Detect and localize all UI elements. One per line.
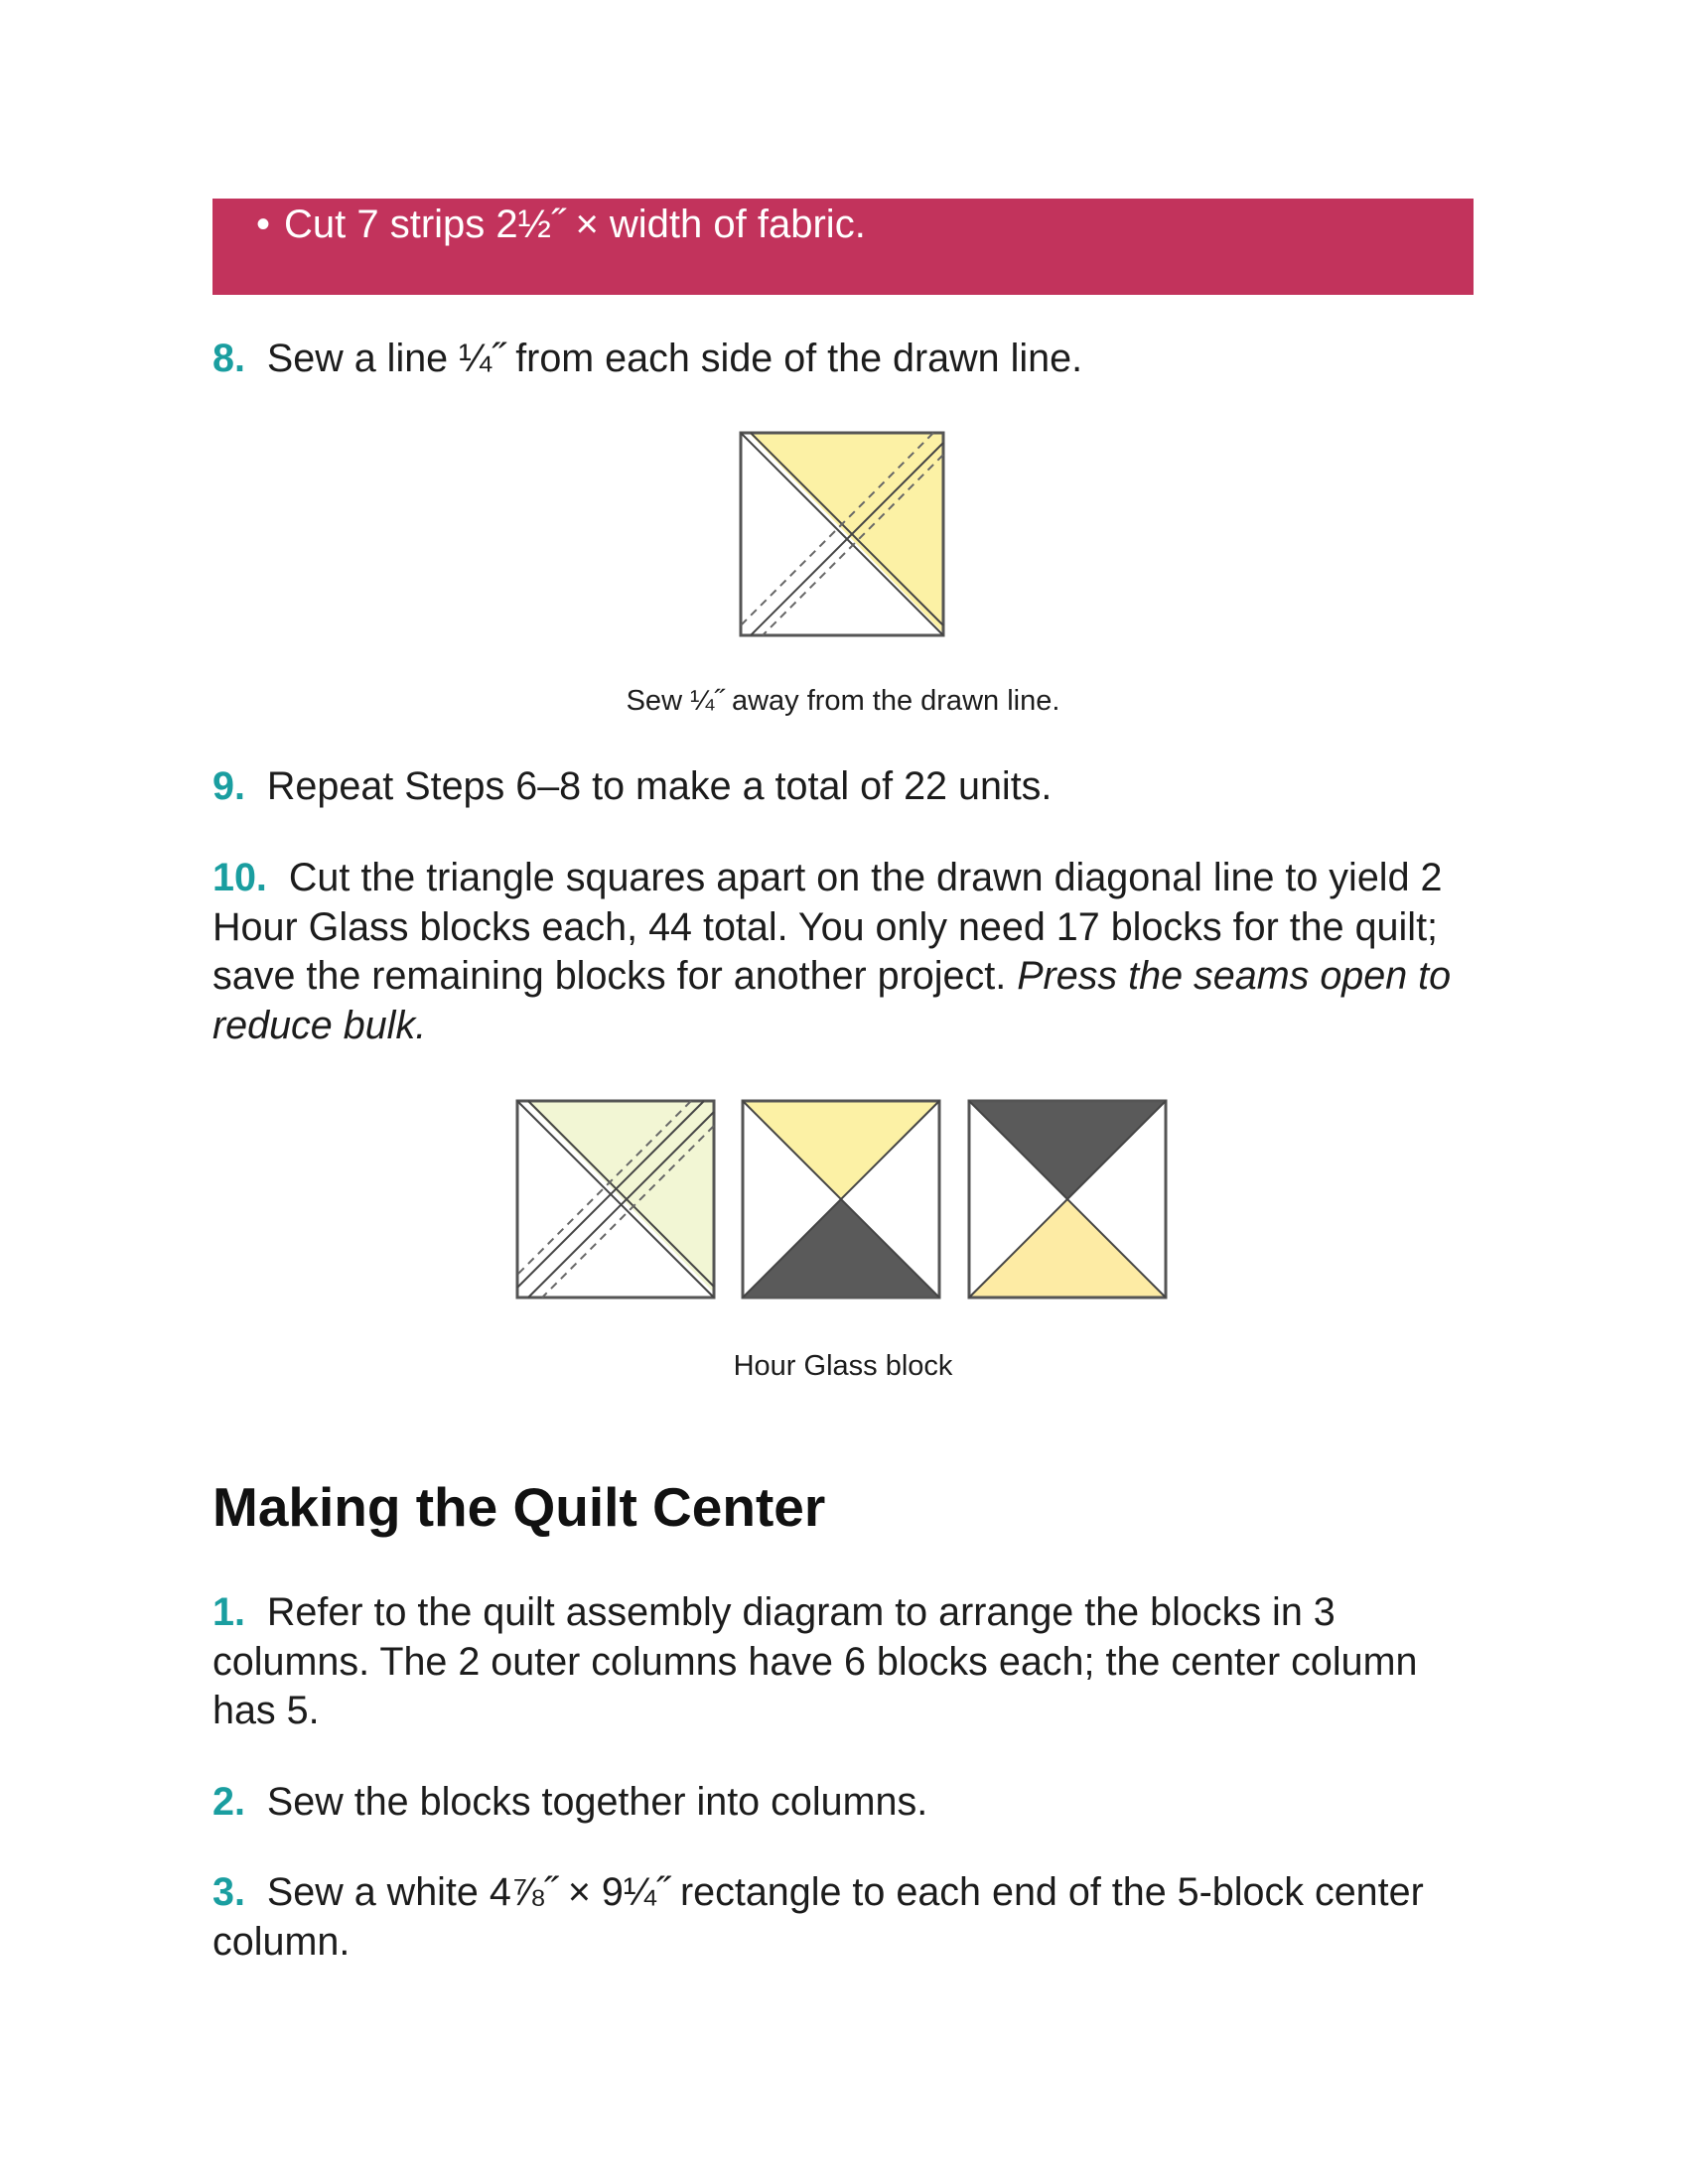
- step-number: 3.: [212, 1870, 245, 1914]
- sew-line-diagram: [739, 431, 949, 641]
- step-9: [212, 762, 1478, 812]
- step-number: 2.: [212, 1780, 245, 1824]
- hour-glass-block-yellow-top: [743, 1101, 939, 1297]
- step-text: Sew the blocks together into columns.: [266, 1780, 928, 1824]
- bullet-icon: •: [256, 203, 271, 246]
- section-heading: Making the Quilt Center: [212, 1476, 826, 1538]
- dark-triangle: [743, 1199, 939, 1297]
- figure-caption: Sew ¼˝ away from the drawn line.: [626, 685, 1060, 717]
- pale-triangle: [526, 1101, 713, 1292]
- step-note: Press the seams open to reduce bulk.: [212, 954, 1452, 1047]
- step-number: 8.: [212, 337, 245, 380]
- hour-glass-diagram: [514, 1098, 1176, 1306]
- step-text: Refer to the quilt assembly diagram to arrange the blocks in 3 columns. The 2 outer columns have 6 blocks each; the center column has 5.: [212, 1590, 1418, 1732]
- bullet-item: [256, 203, 866, 247]
- step-text: Sew a line ¼˝ from each side of the drawn line.: [266, 337, 1083, 380]
- dark-triangle: [969, 1101, 1166, 1199]
- bullet-text: Cut 7 strips 2½˝ × width of fabric.: [284, 203, 866, 246]
- section-step-1: [212, 1588, 1478, 1736]
- step-number: 9.: [212, 764, 245, 808]
- triangle-square-unit: [517, 1101, 714, 1297]
- step-10: [212, 854, 1478, 1050]
- step-text: Cut the triangle squares apart on the drawn diagonal line to yield 2 Hour Glass blocks each, 44 total. You only need 17 blocks for the quilt; save the remaining blocks for another project.: [212, 856, 1443, 998]
- step-text: Repeat Steps 6–8 to make a total of 22 units.: [266, 764, 1053, 808]
- step-number: 1.: [212, 1590, 245, 1634]
- section-step-2: [212, 1778, 1478, 1828]
- yellow-triangle: [749, 433, 943, 633]
- step-8: [212, 335, 1478, 384]
- cutting-instructions-banner: [212, 199, 1474, 295]
- hour-glass-block-dark-top: [969, 1101, 1166, 1297]
- step-number: 10.: [212, 856, 267, 899]
- section-step-3: [212, 1868, 1478, 1967]
- figure-caption: Hour Glass block: [733, 1350, 953, 1382]
- yellow-triangle: [743, 1101, 939, 1199]
- yellow-triangle: [969, 1199, 1166, 1297]
- step-text: Sew a white 4⅞˝ × 9¼˝ rectangle to each end of the 5-block center column.: [212, 1870, 1424, 1964]
